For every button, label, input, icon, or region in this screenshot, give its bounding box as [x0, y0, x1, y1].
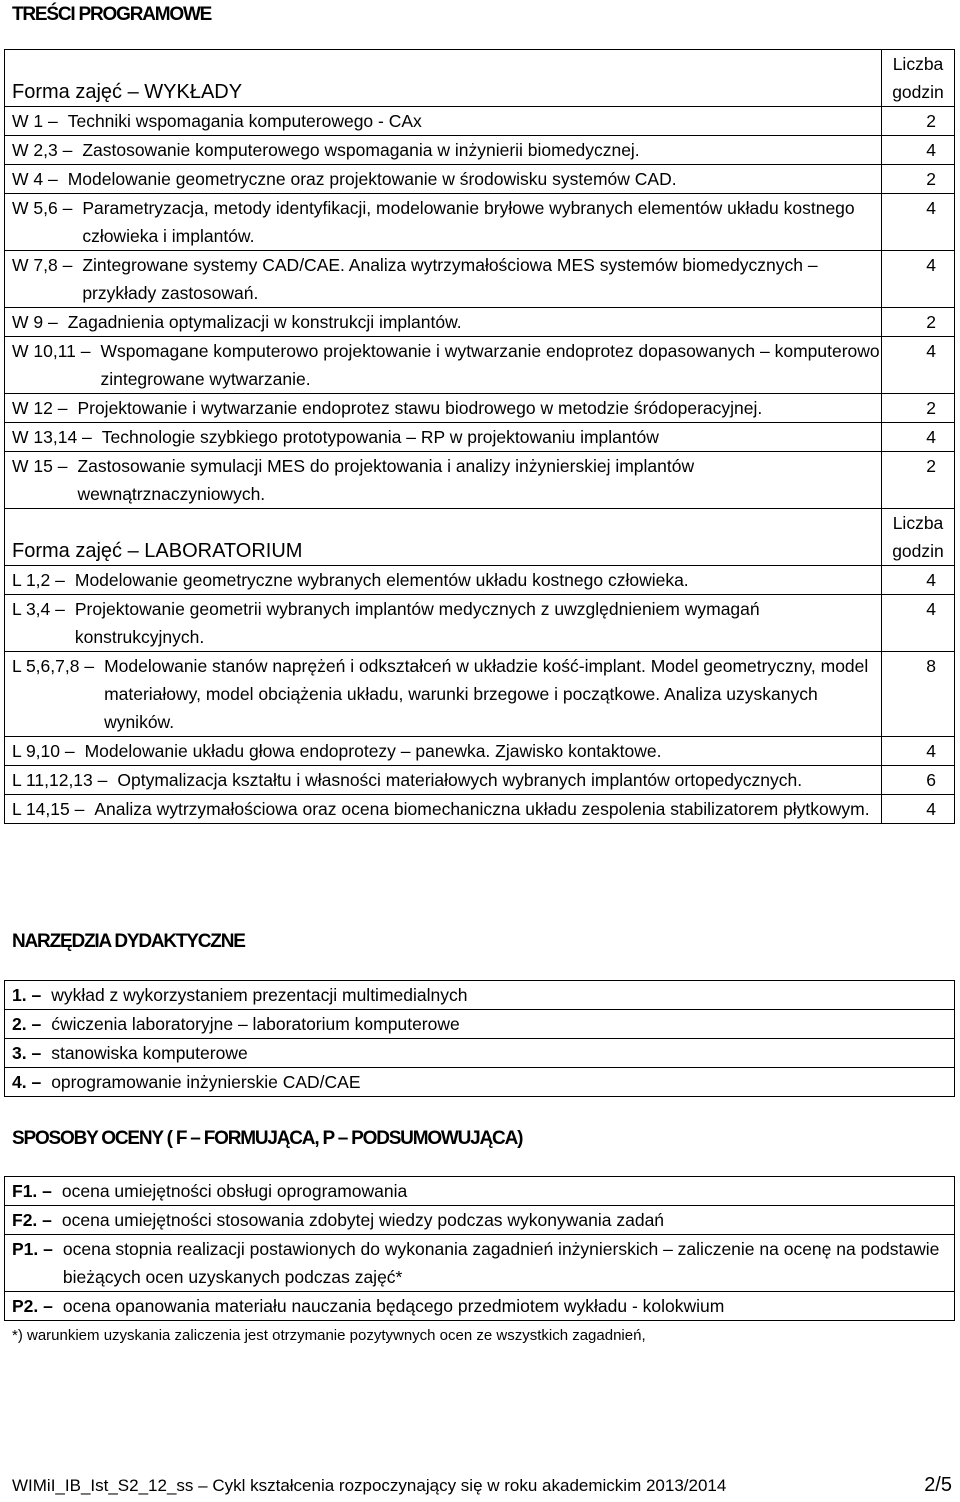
program-table [4, 49, 955, 824]
topic-cell [5, 251, 882, 308]
topic-code: L 5,6,7,8 – [12, 656, 95, 676]
topic-cell [5, 194, 882, 251]
topic-item [12, 251, 881, 307]
section-title-assessment: SPOSOBY OCENY ( F – FORMUJĄCA, P – PODSUMOWUJĄCA) [12, 1128, 523, 1149]
list-item-content [12, 1235, 954, 1291]
list-item [5, 1177, 955, 1206]
topic-cell [5, 452, 882, 509]
table-row [5, 795, 955, 824]
list-item-text: stanowiska komputerowe [51, 1043, 248, 1063]
list-item [5, 1235, 955, 1292]
lectures-heading-cell [5, 50, 882, 107]
topic-code: W 10,11 – [12, 341, 91, 361]
footnote: *) warunkiem uzyskania zaliczenia jest otrzymanie pozytywnych ocen ze wszystkich zagadnień, [12, 1327, 646, 1344]
topic-item [12, 652, 881, 736]
table-row [5, 423, 955, 452]
list-item-content [12, 1177, 954, 1205]
hours-cell: 4 [882, 194, 955, 251]
table-row [5, 452, 955, 509]
topic-item [12, 566, 881, 594]
list-item [5, 1039, 955, 1068]
list-item-text: ocena stopnia realizacji postawionych do wykonania zagadnień inżynierskich – zaliczenie na ocenę na podstawie bieżących ocen uzyskanych podczas zajęć* [62, 1239, 940, 1287]
table-row [5, 337, 955, 394]
list-item-text: ocena umiejętności obsługi oprogramowania [61, 1181, 408, 1201]
tools-table [4, 980, 955, 1097]
hours-header-line: godzin [892, 82, 944, 102]
topic-item [12, 737, 881, 765]
topic-item [12, 165, 881, 193]
list-item-text: wykład z wykorzystaniem prezentacji multimedialnych [51, 985, 468, 1005]
topic-text: Zastosowanie komputerowego wspomagania w inżynierii biomedycznej. [82, 140, 640, 160]
list-row [5, 1292, 955, 1321]
table-row [5, 566, 955, 595]
list-row [5, 1039, 955, 1068]
hours-cell: 2 [882, 394, 955, 423]
topic-text: Modelowanie stanów naprężeń i odkształceń w układzie kość-implant. Model geometryczny, model materiałowy, model obciążenia układu, warunki brzegowe i początkowe. Analiza uzyskanych wyników. [104, 656, 869, 732]
table-row [5, 766, 955, 795]
topic-item [12, 394, 881, 422]
topic-cell [5, 165, 882, 194]
list-item-content [12, 1010, 954, 1038]
topic-text: Techniki wspomagania komputerowego - CAx [67, 111, 422, 131]
topic-item [12, 766, 881, 794]
list-item-code: 2. – [12, 1014, 42, 1034]
hours-cell: 2 [882, 308, 955, 337]
table-row [5, 652, 955, 737]
table-row [5, 165, 955, 194]
topic-cell [5, 107, 882, 136]
topic-cell [5, 136, 882, 165]
topic-code: W 9 – [12, 312, 58, 332]
topic-code: W 12 – [12, 398, 68, 418]
hours-cell: 2 [882, 107, 955, 136]
hours-cell: 4 [882, 795, 955, 824]
list-item-text: ocena umiejętności stosowania zdobytej wiedzy podczas wykonywania zadań [61, 1210, 665, 1230]
topic-code: L 9,10 – [12, 741, 75, 761]
topic-item [12, 423, 881, 451]
hours-cell: 2 [882, 452, 955, 509]
section-title-program: TREŚCI PROGRAMOWE [12, 4, 212, 25]
topic-item [12, 107, 881, 135]
hours-cell: 4 [882, 737, 955, 766]
list-item-code: F1. – [12, 1181, 52, 1201]
table-row [5, 251, 955, 308]
topic-item [12, 308, 881, 336]
topic-code: W 13,14 – [12, 427, 92, 447]
topic-cell [5, 652, 882, 737]
labs-heading-cell [5, 509, 882, 566]
list-row [5, 981, 955, 1010]
topic-item [12, 194, 881, 250]
topic-text: Modelowanie geometryczne wybranych elementów układu kostnego człowieka. [74, 570, 689, 590]
topic-cell [5, 394, 882, 423]
topic-text: Zintegrowane systemy CAD/CAE. Analiza wytrzymałościowa MES systemów biomedycznych – przykłady zastosowań. [82, 255, 818, 303]
topic-code: W 2,3 – [12, 140, 73, 160]
topic-text: Wspomagane komputerowo projektowanie i wytwarzanie endoprotez dopasowanych – komputerowo zintegrowane wytwarzanie. [100, 341, 880, 389]
topic-item [12, 795, 881, 823]
lectures-heading: Forma zajęć – WYKŁADY [12, 81, 243, 103]
topic-text: Zastosowanie symulacji MES do projektowania i analizy inżynierskiej implantów wewnątrznaczyniowych. [77, 456, 695, 504]
list-item-code: P2. – [12, 1296, 53, 1316]
topic-item [12, 452, 881, 508]
topic-text: Projektowanie i wytwarzanie endoprotez stawu biodrowego w metodzie śródoperacyjnej. [77, 398, 763, 418]
page-footer: WIMiI_IB_Ist_S2_12_ss – Cykl kształcenia rozpoczynający się w roku akademickim 2013/2014 [12, 1476, 727, 1495]
list-item-text: ocena opanowania materiału nauczania będącego przedmiotem wykładu - kolokwium [62, 1296, 725, 1316]
topic-code: W 5,6 – [12, 198, 73, 218]
lectures-hours-header [882, 50, 955, 107]
labs-header-row [5, 509, 955, 566]
list-item-code: 3. – [12, 1043, 42, 1063]
assessment-table [4, 1176, 955, 1321]
topic-code: L 1,2 – [12, 570, 65, 590]
topic-text: Optymalizacja kształtu i własności materiałowych wybranych implantów ortopedycznych. [117, 770, 803, 790]
topic-item [12, 595, 881, 651]
list-item-content [12, 1206, 954, 1234]
hours-cell: 4 [882, 136, 955, 165]
list-item-content [12, 1068, 954, 1096]
topic-code: W 15 – [12, 456, 68, 476]
topic-code: W 1 – [12, 111, 58, 131]
hours-header-line: Liczba [892, 513, 944, 533]
hours-header-line: Liczba [892, 54, 944, 74]
list-item [5, 1010, 955, 1039]
topic-text: Zagadnienia optymalizacji w konstrukcji implantów. [67, 312, 462, 332]
list-item [5, 1068, 955, 1097]
topic-cell [5, 795, 882, 824]
list-item-content [12, 1292, 954, 1320]
list-item-text: ćwiczenia laboratoryjne – laboratorium komputerowe [51, 1014, 460, 1034]
list-item-content [12, 1039, 954, 1067]
list-row [5, 1235, 955, 1292]
table-row [5, 136, 955, 165]
topic-code: W 7,8 – [12, 255, 73, 275]
list-row [5, 1010, 955, 1039]
topic-item [12, 136, 881, 164]
topic-text: Analiza wytrzymałościowa oraz ocena biomechaniczna układu zespolenia stabilizatorem płytkowym. [94, 799, 870, 819]
topic-text: Modelowanie układu głowa endoprotezy – panewka. Zjawisko kontaktowe. [84, 741, 662, 761]
hours-header-line: godzin [892, 541, 944, 561]
table-row [5, 595, 955, 652]
lectures-header-row [5, 50, 955, 107]
labs-hours-header [882, 509, 955, 566]
hours-cell: 8 [882, 652, 955, 737]
hours-cell: 4 [882, 423, 955, 452]
list-item-text: oprogramowanie inżynierskie CAD/CAE [51, 1072, 361, 1092]
labs-heading: Forma zajęć – LABORATORIUM [12, 540, 303, 562]
list-item-code: F2. – [12, 1210, 52, 1230]
list-item-content [12, 981, 954, 1009]
table-row [5, 737, 955, 766]
topic-text: Parametryzacja, metody identyfikacji, modelowanie bryłowe wybranych elementów układu kostnego człowieka i implantów. [82, 198, 855, 246]
table-row [5, 107, 955, 136]
topic-item [12, 337, 881, 393]
topic-code: W 4 – [12, 169, 58, 189]
list-item [5, 1292, 955, 1321]
topic-text: Modelowanie geometryczne oraz projektowanie w środowisku systemów CAD. [67, 169, 677, 189]
topic-cell [5, 423, 882, 452]
topic-text: Technologie szybkiego prototypowania – RP w projektowaniu implantów [101, 427, 659, 447]
section-title-tools: NARZĘDZIA DYDAKTYCZNE [12, 931, 245, 952]
hours-cell: 4 [882, 337, 955, 394]
table-row [5, 308, 955, 337]
hours-cell: 6 [882, 766, 955, 795]
list-item-code: 1. – [12, 985, 42, 1005]
topic-text: Projektowanie geometrii wybranych implantów medycznych z uwzględnieniem wymagań konstrukcyjnych. [74, 599, 760, 647]
hours-cell: 4 [882, 566, 955, 595]
table-row [5, 394, 955, 423]
page-number: 2/5 [924, 1474, 952, 1496]
hours-cell: 2 [882, 165, 955, 194]
list-item-code: 4. – [12, 1072, 42, 1092]
list-row [5, 1206, 955, 1235]
topic-code: L 11,12,13 – [12, 770, 108, 790]
topic-code: L 3,4 – [12, 599, 65, 619]
hours-cell: 4 [882, 251, 955, 308]
list-item [5, 981, 955, 1010]
table-row [5, 194, 955, 251]
topic-cell [5, 595, 882, 652]
list-row [5, 1068, 955, 1097]
topic-cell [5, 737, 882, 766]
list-item-code: P1. – [12, 1239, 53, 1259]
topic-cell [5, 766, 882, 795]
topic-cell [5, 337, 882, 394]
hours-cell: 4 [882, 595, 955, 652]
topic-cell [5, 566, 882, 595]
list-row [5, 1177, 955, 1206]
topic-cell [5, 308, 882, 337]
list-item [5, 1206, 955, 1235]
topic-code: L 14,15 – [12, 799, 85, 819]
